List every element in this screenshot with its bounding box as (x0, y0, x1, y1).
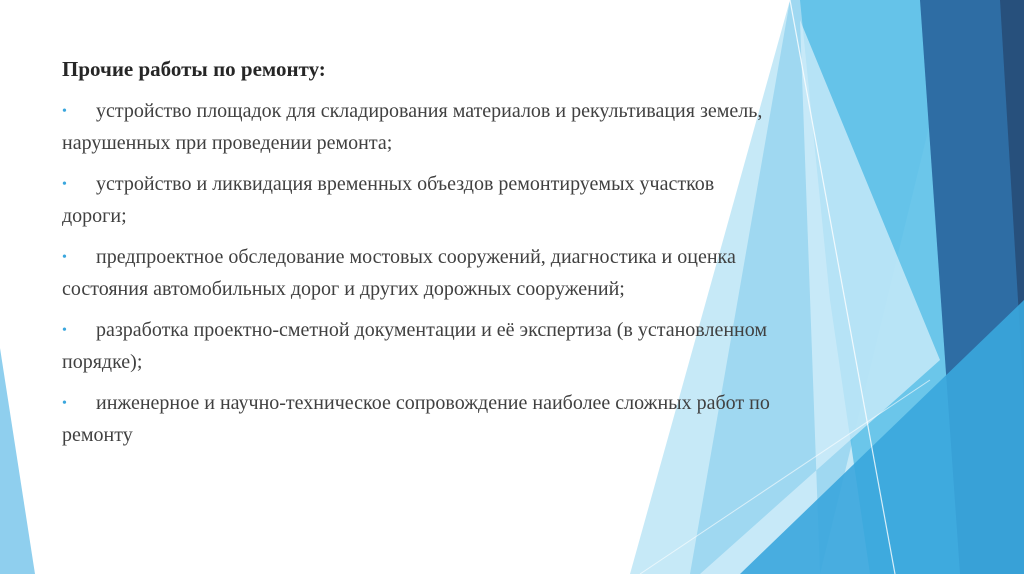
bullet-list (62, 96, 782, 451)
list-item-text: инженерное и научно-техническое сопровождение наиболее сложных работ по ремонту (62, 392, 770, 446)
bullet-icon: • (62, 177, 67, 192)
bullet-icon: • (62, 104, 67, 119)
bullet-icon: • (62, 396, 67, 411)
left-edge-shape (0, 348, 35, 574)
slide-title: Прочие работы по ремонту: (62, 57, 326, 81)
list-item-text: разработка проектно-сметной документации и её экспертиза (в установленном порядке); (62, 319, 768, 373)
list-item (62, 315, 782, 378)
list-item (62, 169, 782, 232)
list-item-text: устройство и ликвидация временных объездов ремонтируемых участков дороги; (62, 173, 715, 227)
bullet-icon: • (62, 250, 67, 265)
list-item-text: предпроектное обследование мостовых сооружений, диагностика и оценка состояния автомобильных дорог и других дорожных сооружений; (62, 246, 736, 300)
list-item (62, 96, 782, 159)
bullet-icon: • (62, 323, 67, 338)
slide-content (62, 54, 782, 461)
list-item-text: устройство площадок для складирования материалов и рекультивация земель, нарушенных при проведении ремонта; (62, 100, 763, 154)
list-item (62, 242, 782, 305)
list-item (62, 388, 782, 451)
